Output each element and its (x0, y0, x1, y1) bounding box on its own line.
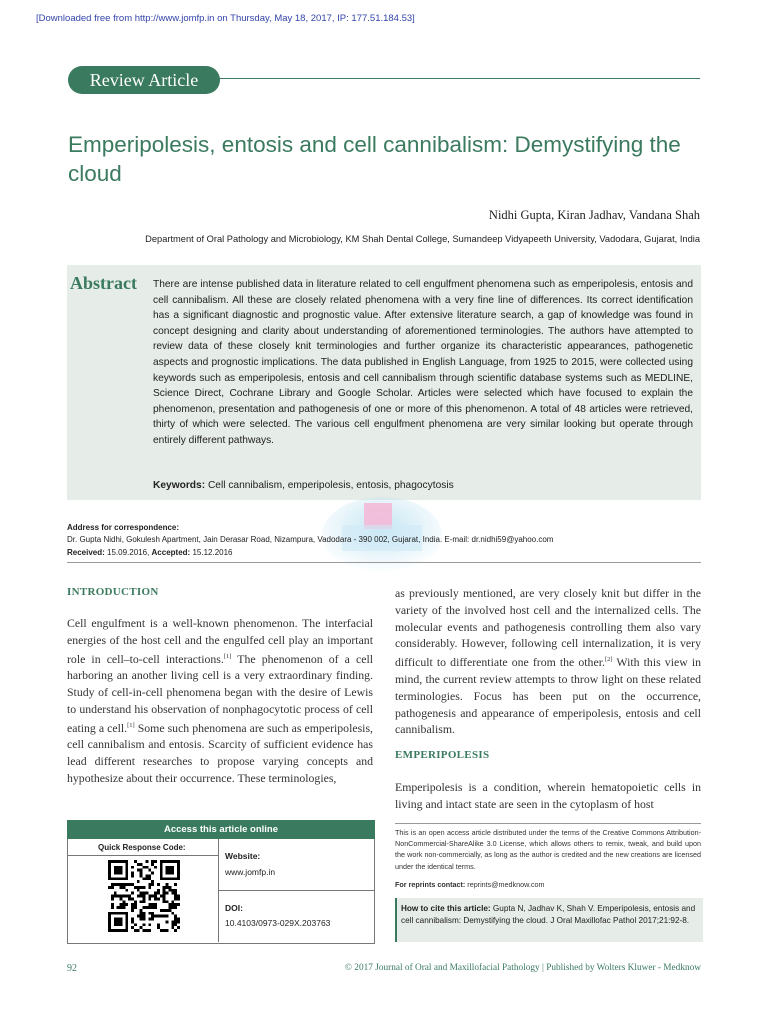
doi-label: DOI: (225, 903, 243, 913)
article-dates (67, 548, 233, 557)
divider (67, 855, 218, 856)
text-run: Cell engulfment is a well-known phenomenon. The interfacial energies of the host cell and the engulfed cell play an important role in cell–to-cell interactions. (67, 616, 373, 666)
correspondence-label: Address for correspondence: (67, 523, 180, 532)
abstract-heading: Abstract (70, 273, 137, 293)
keywords-list: Cell cannibalism, emperipolesis, entosis, phagocytosis (207, 480, 454, 491)
qr-label: Quick Response Code: (98, 843, 186, 852)
accepted-label: Accepted: (151, 548, 191, 557)
section-heading-introduction: INTRODUCTION (67, 586, 159, 598)
authors: Nidhi Gupta, Kiran Jadhav, Vandana Shah (488, 208, 700, 222)
website-link[interactable]: www.jomfp.in (225, 867, 276, 877)
reprints-email[interactable]: reprints@medknow.com (467, 880, 545, 889)
text-run: as previously mentioned, are very closely knit but differ in the variety of the involved host cell and the internalized cells. The molecular events and pathogenesis controlling them also vary considerably. However, following cell internalization, it is very difficult to differentiate one from the other. (395, 586, 701, 670)
divider (218, 890, 375, 891)
download-note: [Downloaded free from http://www.jomfp.in on Thursday, May 18, 2017, IP: 177.51.184.53] (36, 13, 415, 24)
citation-body: Gupta N, Jadhav K, Shah V. Emperipolesis, entosis and cell cannibalism: Demystifying the cloud. J Oral Maxillofac Pathol 2017;21:92-8. (401, 904, 696, 925)
footer-journal: © 2017 Journal of Oral and Maxillofacial Pathology | Published by Wolters Kluwer - Medknow (344, 963, 701, 973)
text-run: Some such phenomena are such as emperipolesis, cell cannibalism and entosis. Scarcity of sufficient evidence has lead different researches to propose varying concepts and hypothesize about their occurrence. These terminologies, (67, 720, 373, 786)
text-run: The phenomenon of a cell harboring an another living cell is a very extraordinary finding. Study of cell-in-cell phenomena began with the desire of Lewis to understand his observation of nonphagocytotic process of cell eating a cell. (67, 651, 374, 735)
citation-ref[interactable]: [1] (127, 721, 135, 729)
abstract-text: There are intense published data in literature related to cell engulfment phenomena such as emperipolesis, entosis and cell cannibalism. All these are closely related phenomena with a very fine line of differences. Its correct identification has a significant diagnostic and prognostic value. After extensive literature search, a gap of knowledge was found in concept designing and clarity about understanding of aforementioned terminologies. The authors have attempted to review data of these closely knit terminologies and further organize its characteristic appearances, pathogenetic aspects and prognostic implications. The data published in English Language, from 1925 to 2015, were collected using keywords such as emperipolesis, entosis and cell cannibalism through scientific database systems such as MEDLINE, Science Direct, Cochrane Library and Google Scholar. Articles were selected which have focused to explain the phenomenon, presentation and pathogenesis of one or more of this phenomenon. A total of 48 articles were retrieved, thirty of which were selected. The various cell engulfment phenomena are very similar looking but operate through entirely different pathways. (153, 279, 693, 446)
qr-code-icon[interactable] (108, 860, 180, 932)
introduction-paragraph-1 (67, 615, 373, 787)
text-run: With this view in mind, the current review attempts to throw light on these related terminologies. Focus has been put on the occurrence, pathogenesis and appearance of emperipolesis, entosis and cell cannibalism. (395, 655, 702, 737)
citation-text (401, 903, 697, 927)
divider (67, 562, 701, 563)
citation-label: How to cite this article: (401, 904, 491, 913)
reprints-contact (395, 880, 545, 889)
page-number: 92 (67, 963, 77, 974)
access-box-header: Access this article online (67, 820, 375, 839)
keywords-label: Keywords: (153, 480, 206, 491)
reprints-label: For reprints contact: (395, 880, 466, 889)
citation-ref[interactable]: [1] (223, 652, 232, 660)
introduction-paragraph-2 (395, 585, 701, 738)
received-label: Received: (67, 548, 105, 557)
accepted-date: 15.12.2016 (192, 548, 233, 557)
header-rule (210, 78, 700, 79)
affiliation: Department of Oral Pathology and Microbiology, KM Shah Dental College, Sumandeep Vidyapeeth University, Vadodara, Gujarat, India (145, 234, 700, 244)
keywords (153, 480, 693, 491)
doi-link[interactable]: 10.4103/0973-029X.203763 (225, 918, 331, 928)
correspondence-address: Dr. Gupta Nidhi, Gokulesh Apartment, Jain Derasar Road, Nizampura, Vadodara - 390 002, Gujarat, India. E-mail: dr.nidhi59@yahoo.com (67, 535, 554, 544)
divider (395, 823, 701, 824)
citation-ref[interactable]: [2] (604, 656, 613, 664)
website-label: Website: (225, 851, 261, 861)
received-date: 15.09.2016, (107, 548, 150, 557)
article-type-badge: Review Article (68, 66, 220, 94)
section-heading-emperipolesis: EMPERIPOLESIS (395, 749, 490, 761)
paper-title: Emperipolesis, entosis and cell cannibalism: Demystifying the cloud (68, 132, 681, 186)
open-access-notice: This is an open access article distributed under the terms of the Creative Commons Attribution-NonCommercial-ShareAlike 3.0 License, which allows others to remix, tweak, and build upon the work non-commercially, as long as the author is credited and the new creations are licensed under the identical terms. (395, 828, 701, 871)
emperipolesis-paragraph: Emperipolesis is a condition, wherein hematopoietic cells in living and intact state are seen in the cytoplasm of host (395, 780, 701, 811)
